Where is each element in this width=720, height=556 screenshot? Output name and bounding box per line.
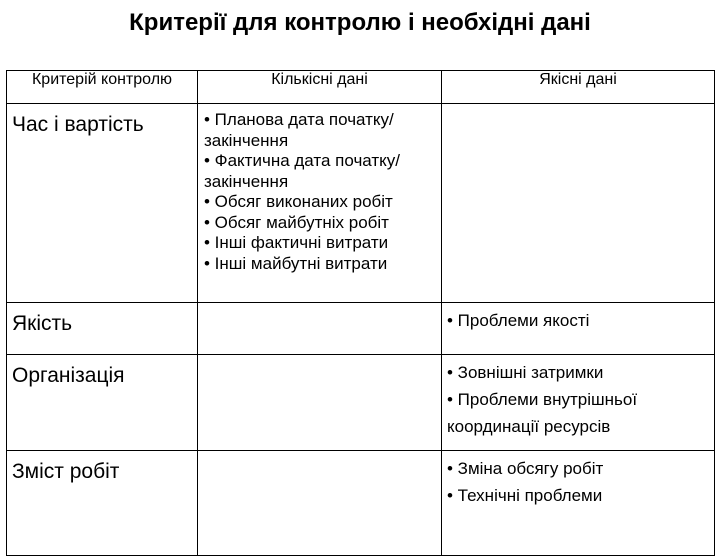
table-row — [7, 303, 715, 355]
criterion-cell: Якість — [7, 303, 198, 355]
list-item: • Планова дата початку/закінчення — [204, 110, 394, 150]
quantitative-cell — [198, 355, 442, 451]
criterion-cell: Зміст робіт — [7, 451, 198, 556]
criterion-cell: Час і вартість — [7, 104, 198, 303]
table-header-row — [7, 71, 715, 104]
header-criterion: Критерій контролю — [7, 71, 198, 104]
table-row — [7, 104, 715, 303]
qualitative-cell — [442, 355, 715, 451]
list-item: • Інші фактичні витрати — [204, 233, 389, 252]
list-item: • Зовнішні затримки — [447, 363, 604, 382]
quantitative-list — [198, 104, 441, 274]
qualitative-cell — [442, 303, 715, 355]
control-criteria-table — [6, 70, 715, 556]
table-row — [7, 355, 715, 451]
qualitative-list — [442, 451, 714, 509]
list-item: • Обсяг виконаних робіт — [204, 192, 393, 211]
list-item: • Проблеми якості — [447, 311, 590, 330]
list-item: • Зміна обсягу робіт — [447, 459, 604, 478]
quantitative-cell — [198, 104, 442, 303]
list-item: • Інші майбутні витрати — [204, 253, 388, 273]
list-item: • Проблеми внутрішньої координації ресурсів — [447, 390, 638, 436]
criterion-cell: Організація — [7, 355, 198, 451]
quantitative-cell — [198, 303, 442, 355]
list-item: • Фактична дата початку/закінчення — [204, 151, 401, 191]
header-qualitative: Якісні дані — [442, 71, 715, 104]
list-item: • Технічні проблеми — [447, 486, 603, 505]
header-quantitative: Кількісні дані — [198, 71, 442, 104]
slide-title: Критерії для контролю і необхідні дані — [129, 9, 591, 36]
qualitative-list — [442, 355, 714, 440]
qualitative-cell — [442, 104, 715, 303]
list-item: • Обсяг майбутніх робіт — [204, 212, 389, 232]
qualitative-list — [442, 303, 714, 334]
